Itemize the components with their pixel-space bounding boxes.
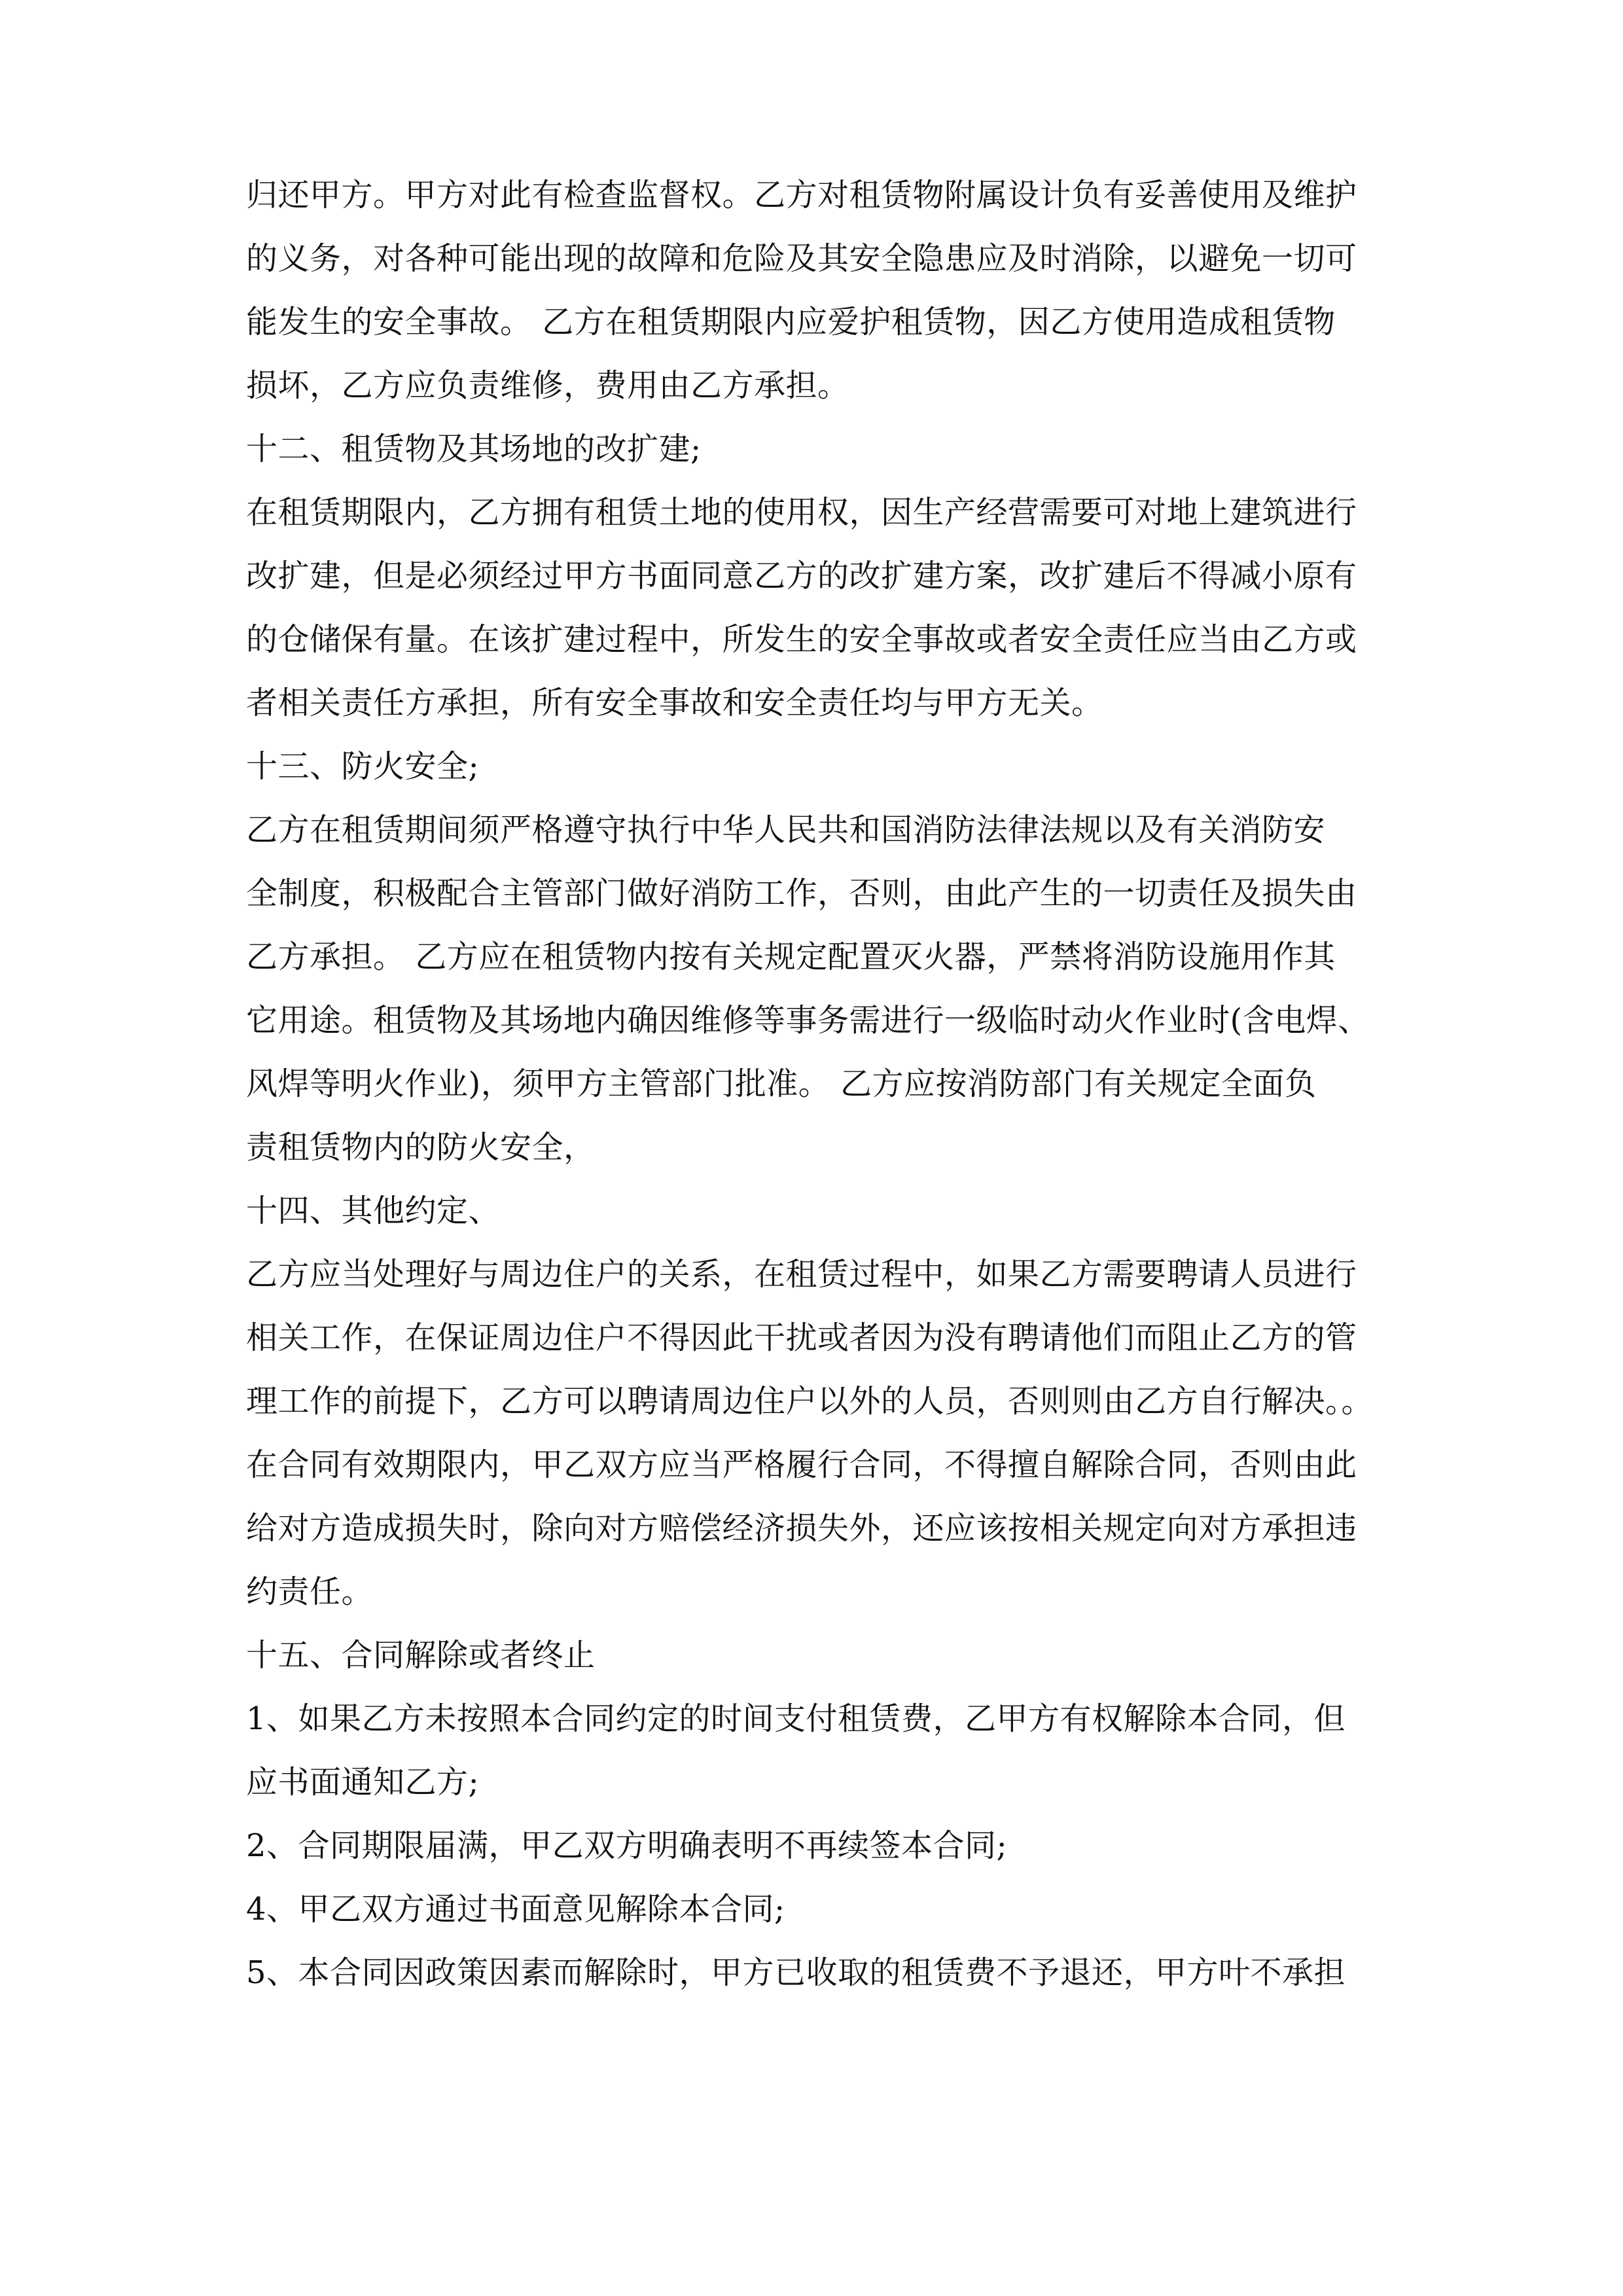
text-line: 风焊等明火作业)，须甲方主管部门批准。 乙方应按消防部门有关规定全面负 [246, 1066, 1317, 1102]
text-line: 者相关责任方承担，所有安全事故和安全责任均与甲方无关。 [246, 685, 1103, 721]
list-item: 4、甲乙双方通过书面意见解除本合同; [246, 1891, 785, 1928]
text-line: 归还甲方。甲方对此有检查监督权。乙方对租赁物附属设计负有妥善使用及维护 [246, 177, 1357, 213]
text-line: 乙方在租赁期间须严格遵守执行中华人民共和国消防法律法规以及有关消防安 [246, 812, 1326, 848]
section-heading: 十四、其他约定、 [246, 1193, 501, 1229]
list-item: 5、本合同因政策因素而解除时，甲方已收取的租赁费不予退还，甲方叶不承担 [246, 1954, 1346, 1991]
text-line: 乙方承担。 乙方应在租赁物内按有关规定配置灭火器，严禁将消防设施用作其 [246, 939, 1336, 975]
list-item: 2、合同期限届满，甲乙双方明确表明不再续签本合同; [246, 1827, 1008, 1864]
text-line: 约责任。 [246, 1573, 374, 1610]
text-line: 乙方应当处理好与周边住户的关系，在租赁过程中，如果乙方需要聘请人员进行 [246, 1256, 1357, 1293]
text-line: 责租赁物内的防火安全， [246, 1129, 596, 1166]
text-line: 应书面通知乙方; [246, 1764, 480, 1801]
text-line: 在租赁期限内，乙方拥有租赁土地的使用权，因生产经营需要可对地上建筑进行 [246, 494, 1357, 531]
document-body [246, 164, 1391, 2005]
text-line: 全制度，积极配合主管部门做好消防工作，否则，由此产生的一切责任及损失由 [246, 875, 1357, 912]
section-heading: 十五、合同解除或者终止 [246, 1637, 596, 1674]
text-line: 的义务，对各种可能出现的故障和危险及其安全隐患应及时消除，以避免一切可 [246, 240, 1357, 277]
text-line: 损坏，乙方应负责维修，费用由乙方承担。 [246, 367, 849, 404]
text-line: 的仓储保有量。在该扩建过程中，所发生的安全事故或者安全责任应当由乙方或 [246, 621, 1357, 658]
section-heading: 十二、租赁物及其场地的改扩建; [246, 431, 702, 467]
text-line: 改扩建，但是必须经过甲方书面同意乙方的改扩建方案，改扩建后不得减小原有 [246, 558, 1357, 594]
section-heading: 十三、防火安全; [246, 748, 480, 785]
text-line: 能发生的安全事故。 乙方在租赁期限内应爱护租赁物，因乙方使用造成租赁物 [246, 304, 1336, 340]
text-line: 它用途。租赁物及其场地内确因维修等事务需进行一级临时动火作业时(含电焊、 [246, 1002, 1370, 1039]
text-line: 给对方造成损失时，除向对方赔偿经济损失外，还应该按相关规定向对方承担违 [246, 1510, 1357, 1547]
list-item: 1、如果乙方未按照本合同约定的时间支付租赁费，乙甲方有权解除本合同，但 [246, 1700, 1346, 1737]
text-line: 相关工作，在保证周边住户不得因此干扰或者因为没有聘请他们而阻止乙方的管 [246, 1319, 1357, 1356]
text-line: 在合同有效期限内，甲乙双方应当严格履行合同，不得擅自解除合同，否则由此 [246, 1446, 1357, 1483]
text-line: 理工作的前提下，乙方可以聘请周边住户以外的人员，否则则由乙方自行解决。。 [246, 1383, 1374, 1420]
